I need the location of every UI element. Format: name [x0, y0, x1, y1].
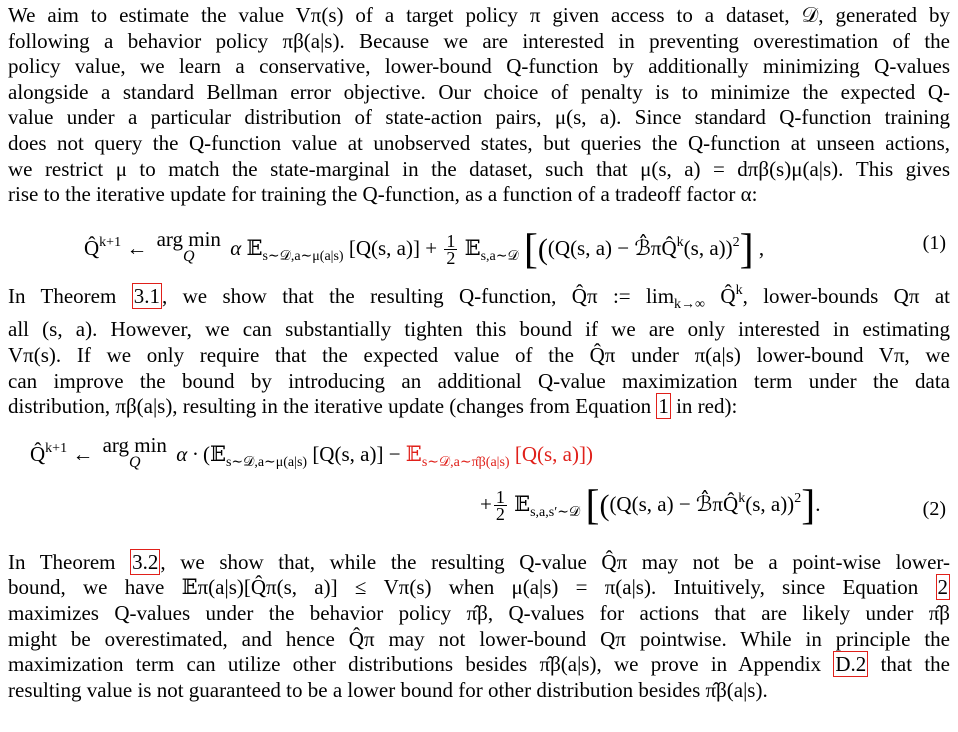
eq-expectation: 𝔼	[405, 441, 422, 466]
text-sup: k	[735, 282, 743, 298]
text-run: , lower-bounds Qπ at	[742, 283, 950, 308]
text-line: does not query the Q-function value at unobserved states, but queries the Q-function at unseen actions,	[8, 130, 950, 155]
eq-tail: .	[815, 491, 821, 516]
equation-number: (2)	[922, 497, 946, 520]
text-run: In Theorem	[8, 283, 132, 308]
text-line: we restrict μ to match the state-marginal in the dataset, such that μ(s, a) = dπβ(s)μ(a|s). This gives	[8, 156, 950, 181]
theorem-3-2-link[interactable]: 3.2	[132, 549, 159, 574]
paragraph-theorem-31	[8, 278, 950, 420]
text-line: rise to the iterative update for training the Q-function, as a function of a tradeoff factor α:	[8, 182, 758, 207]
eq-sup: k	[676, 234, 684, 250]
text-line: might be overestimated, and hence Q̂π may not lower-bound Qπ pointwise. While in principle the	[8, 626, 950, 651]
text-line: policy value, we learn a conservative, lower-bound Q-function by additionally minimizing Q-values	[8, 54, 950, 79]
equation-2-line-2	[480, 484, 820, 528]
text-line	[8, 575, 950, 601]
eq-term: (s, a))	[745, 491, 795, 516]
eq-paren: (	[599, 488, 610, 522]
eq-paren: (	[537, 232, 548, 266]
text-run: maximization term can utilize other distributions besides π̂β(a|s), we prove in Appendix	[8, 652, 834, 677]
eq-term: [Q(s, a)] −	[312, 441, 401, 466]
equation-2-line-1	[30, 434, 593, 478]
eq-expectation: (𝔼	[202, 441, 226, 466]
equation-2	[8, 432, 950, 544]
text-run: , we show that the resulting Q-function, Q̂π := lim	[161, 283, 675, 308]
text-line	[8, 394, 950, 420]
eq-bracket: [	[523, 226, 538, 273]
eq-bracket: [	[585, 482, 600, 529]
paragraph-theorem-32	[8, 550, 950, 704]
eq-fraction	[494, 487, 507, 525]
text-line: We aim to estimate the value Vπ(s) of a target policy π given access to a dataset, 𝒟, generated by	[8, 3, 950, 27]
eq-bracket: ]	[801, 482, 816, 529]
text-run: , we show that, while the resulting Q-value Q̂π may not be a point-wise lower-	[160, 549, 950, 574]
eq-sup: k+1	[99, 234, 122, 250]
text-line	[8, 652, 950, 678]
frac-den: 2	[495, 504, 505, 525]
text-run: distribution, πβ(a|s), resulting in the iterative update (changes from Equation	[8, 394, 657, 419]
frac-den: 2	[446, 248, 456, 269]
eq-term: [Q(s, a)])	[514, 441, 593, 466]
argmin-under: Q	[128, 453, 141, 471]
text-run: In Theorem	[8, 549, 131, 574]
theorem-3-1-link[interactable]: 3.1	[133, 283, 160, 308]
eq-square: 2	[794, 490, 802, 506]
argmin-text: arg min	[156, 226, 221, 251]
eq-arrow: ←	[72, 441, 94, 466]
text-line	[8, 550, 950, 576]
eq-term: (Q(s, a) − ℬ̂πQ̂	[609, 491, 739, 516]
text-run: Q̂	[705, 283, 736, 308]
text-line: following a behavior policy πβ(a|s). Because we are interested in preventing overestimation of the	[8, 28, 950, 53]
eq-term: (Q(s, a) − ℬ̂πQ̂	[547, 235, 677, 260]
equation-2-link[interactable]: 2	[937, 575, 948, 600]
eq-tail: ,	[758, 235, 765, 260]
eq-lhs: Q̂	[30, 441, 46, 466]
eq-expectation: 𝔼	[246, 235, 263, 260]
eq-square: 2	[732, 234, 740, 250]
eq-plus: +	[480, 491, 492, 516]
text-line: all (s, a). However, we can substantially tighten this bound if we are only interested in estimating	[8, 317, 950, 342]
eq-term: [Q(s, a)] +	[348, 235, 438, 260]
eq-arrow: ←	[126, 235, 148, 260]
eq-sub: s,a,s′∼𝒟	[530, 504, 581, 520]
text-line: can improve the bound by introducing an additional Q-value maximization term under the data	[8, 368, 950, 393]
text-sub: k→∞	[674, 296, 706, 312]
eq-expectation: 𝔼	[514, 491, 531, 516]
eq-sub: s∼𝒟,a∼π̂β(a|s)	[421, 454, 510, 470]
frac-num: 1	[495, 487, 505, 508]
text-run: that the	[868, 652, 950, 677]
equation-1-body	[84, 228, 764, 272]
text-run: in red):	[670, 394, 738, 419]
eq-fraction	[444, 231, 457, 269]
text-line	[8, 278, 950, 318]
eq-sub: s,a∼𝒟	[480, 248, 519, 264]
eq-red-term	[405, 441, 593, 470]
eq-sup: k	[738, 490, 746, 506]
text-line: value under a particular distribution of state-action pairs, μ(s, a). Since standard Q-function training	[8, 105, 950, 130]
eq-alpha: α ·	[176, 441, 198, 466]
equation-1-link[interactable]: 1	[658, 394, 669, 419]
eq-argmin	[157, 228, 221, 264]
eq-expectation: 𝔼	[464, 235, 481, 260]
appendix-d-2-link[interactable]: D.2	[835, 652, 867, 677]
eq-sup: k+1	[45, 440, 68, 456]
argmin-under: Q	[182, 247, 195, 265]
eq-lhs: Q̂	[84, 235, 100, 260]
text-line: maximizes Q-values under the behavior policy π̂β, Q-values for actions that are likely under π̂β	[8, 600, 950, 625]
eq-term: (s, a))	[683, 235, 733, 260]
equation-1	[8, 218, 950, 272]
eq-bracket: ]	[739, 226, 754, 273]
argmin-text: arg min	[102, 432, 167, 457]
equation-number: (1)	[922, 231, 946, 254]
text-line: resulting value is not guaranteed to be a lower bound for other distribution besides π̂β(a|s).	[8, 677, 768, 702]
paragraph-intro	[8, 3, 950, 208]
eq-sub: s∼𝒟,a∼μ(a|s)	[262, 248, 344, 264]
eq-alpha: α	[230, 235, 242, 260]
text-line: alongside a standard Bellman error objective. Our choice of penalty is to minimize the expected Q-	[8, 79, 950, 104]
text-line: Vπ(s). If we only require that the expected value of the Q̂π under π(a|s) lower-bound Vπ, we	[8, 342, 950, 367]
text-run: bound, we have 𝔼π(a|s)[Q̂π(s, a)] ≤ Vπ(s) when μ(a|s) = π(a|s). Intuitively, since Equation	[8, 575, 936, 600]
eq-sub: s∼𝒟,a∼μ(a|s)	[225, 454, 308, 470]
eq-argmin	[103, 434, 167, 470]
frac-num: 1	[446, 231, 456, 252]
